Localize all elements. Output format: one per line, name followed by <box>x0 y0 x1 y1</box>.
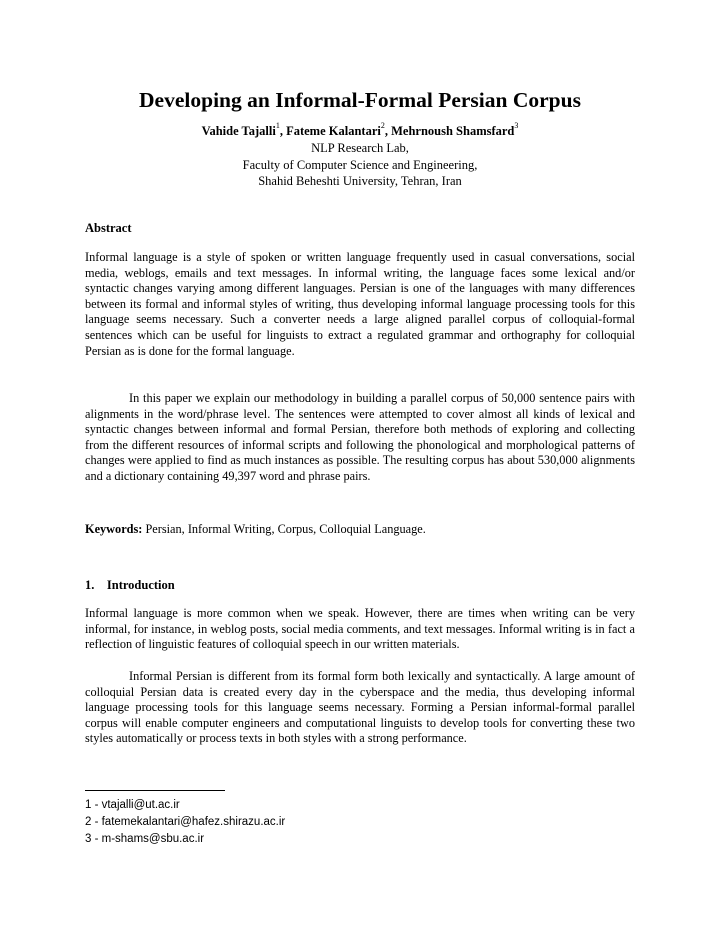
footnotes-block <box>85 797 285 848</box>
author-mark: 3 <box>514 121 519 130</box>
affiliation-line: Shahid Beheshti University, Tehran, Iran <box>258 174 462 188</box>
affiliation-line: Faculty of Computer Science and Engineering, <box>242 157 478 172</box>
author-mark: 2 <box>380 121 385 130</box>
keywords-label: Keywords: <box>85 522 143 536</box>
keywords-line <box>85 522 635 538</box>
footnote-separator <box>85 790 225 791</box>
introduction-paragraph: Informal Persian is different from its formal form both lexically and syntactically. A large amount of colloquial Persian data is created every day in the cyberspace and the media, thus developing informal language processing tools for this language seems necessary. Forming a Persian informal-formal parallel corpus will enable computer engineers and computational linguists to develop tools for converting these two styles automatically or process texts in both styles with a strong performance. <box>85 669 635 746</box>
author-separator: , <box>384 124 392 138</box>
author-line <box>0 123 720 139</box>
author-mark: 1 <box>275 121 280 130</box>
affiliation-block <box>0 140 720 190</box>
author-name: Fateme Kalantari <box>286 124 381 138</box>
introduction-heading: 1. Introduction <box>85 578 175 592</box>
footnote-item: 1 - vtajalli@ut.ac.ir <box>85 799 180 811</box>
abstract-paragraph: Informal language is a style of spoken or written language frequently used in casual conversations, social media, weblogs, emails and text messages. In informal writing, the language faces some lexical and/or syntactic changes varying among different languages. Persian is one of the languages with many differences between its formal and informal styles of writing, thus developing informal language processing tools for this language seems necessary. Such a converter needs a large aligned parallel corpus of colloquial-formal sentences which can be useful for linguists to extract a regulated grammar and orthography for colloquial Persian as is done for the formal language. <box>85 250 635 358</box>
footnote-item: 2 - fatemekalantari@hafez.shirazu.ac.ir <box>85 816 286 828</box>
author-name: Mehrnoush Shamsfard <box>391 124 515 138</box>
author-separator: , <box>279 124 287 138</box>
paper-title: Developing an Informal-Formal Persian Corpus <box>139 88 581 112</box>
abstract-heading: Abstract <box>85 221 132 235</box>
footnote-item: 3 - m-shams@sbu.ac.ir <box>85 833 205 845</box>
keywords-text: Persian, Informal Writing, Corpus, Colloquial Language. <box>142 522 426 536</box>
author-name: Vahide Tajalli <box>201 124 276 138</box>
affiliation-line: NLP Research Lab, <box>311 141 409 155</box>
introduction-paragraph: Informal language is more common when we speak. However, there are times when writing can be very informal, for instance, in weblog posts, social media comments, and text messages. Informal writing is in fact a reflection of linguistic features of colloquial speech in our written materials. <box>85 606 635 652</box>
abstract-paragraph: In this paper we explain our methodology in building a parallel corpus of 50,000 sentence pairs with alignments in the word/phrase level. The sentences were attempted to cover almost all kinds of lexical and syntactic changes between informal and formal Persian, therefore both methods of exploring and collecting from the different resources of informal scripts and following the phonological and morphological patterns of changes were applied to find as much instances as possible. The resulting corpus has about 530,000 alignments and a dictionary containing 49,397 word and phrase pairs. <box>85 391 635 483</box>
